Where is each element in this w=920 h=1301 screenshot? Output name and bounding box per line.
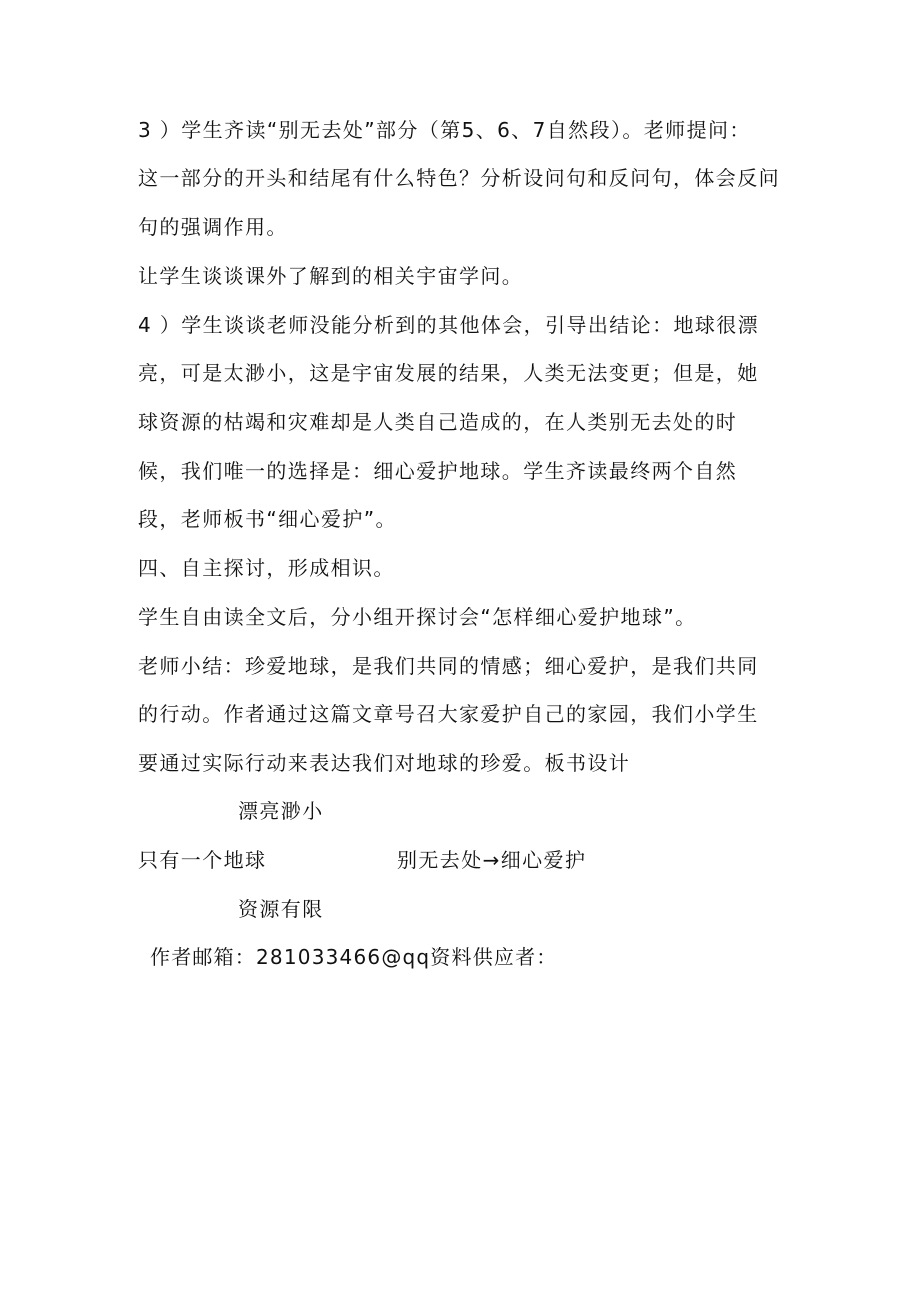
paragraph-line: 4 ）学生谈谈老师没能分析到的其他体会，引导出结论：地球很漂 [138,313,760,337]
paragraph-line: 要通过实际行动来表达我们对地球的珍爱。板书设计 [138,751,631,775]
paragraph-line: 亮，可是太渺小，这是宇宙发展的结果，人类无法变更；但是，她 [138,361,759,385]
board-design-left: 只有一个地球 [138,848,267,872]
paragraph-line: 段，老师板书“细心爱护”。 [138,507,397,531]
paragraph-line: 的行动。作者通过这篇文章号召大家爱护自己的家园，我们小学生 [138,702,759,726]
paragraph-line: 学生自由读全文后，分小组开探讨会“怎样细心爱护地球”。 [138,605,697,629]
board-design-bottom: 资源有限 [238,897,324,921]
paragraph-line: 候，我们唯一的选择是：细心爱护地球。学生齐读最终两个自然 [138,459,738,483]
paragraph-line: 3 ）学生齐读“别无去处”部分（第5、6、7自然段）。老师提问： [138,118,751,142]
paragraph-line: 句的强调作用。 [138,215,288,239]
author-email-footer: 作者邮箱：281033466@qq资料供应者： [150,945,558,969]
paragraph-line: 这一部分的开头和结尾有什么特色？分析设问句和反问句，体会反问 [138,166,780,190]
paragraph-line: 让学生谈谈课外了解到的相关宇宙学问。 [138,264,524,288]
paragraph-line: 球资源的枯竭和灾难却是人类自己造成的，在人类别无去处的时 [138,410,738,434]
paragraph-line: 老师小结：珍爱地球，是我们共同的情感；细心爱护，是我们共同 [138,654,759,678]
board-design-right: 别无去处→细心爱护 [397,848,587,872]
board-design-top: 漂亮渺小 [238,799,324,823]
section-heading: 四、自主探讨，形成相识。 [138,556,395,580]
